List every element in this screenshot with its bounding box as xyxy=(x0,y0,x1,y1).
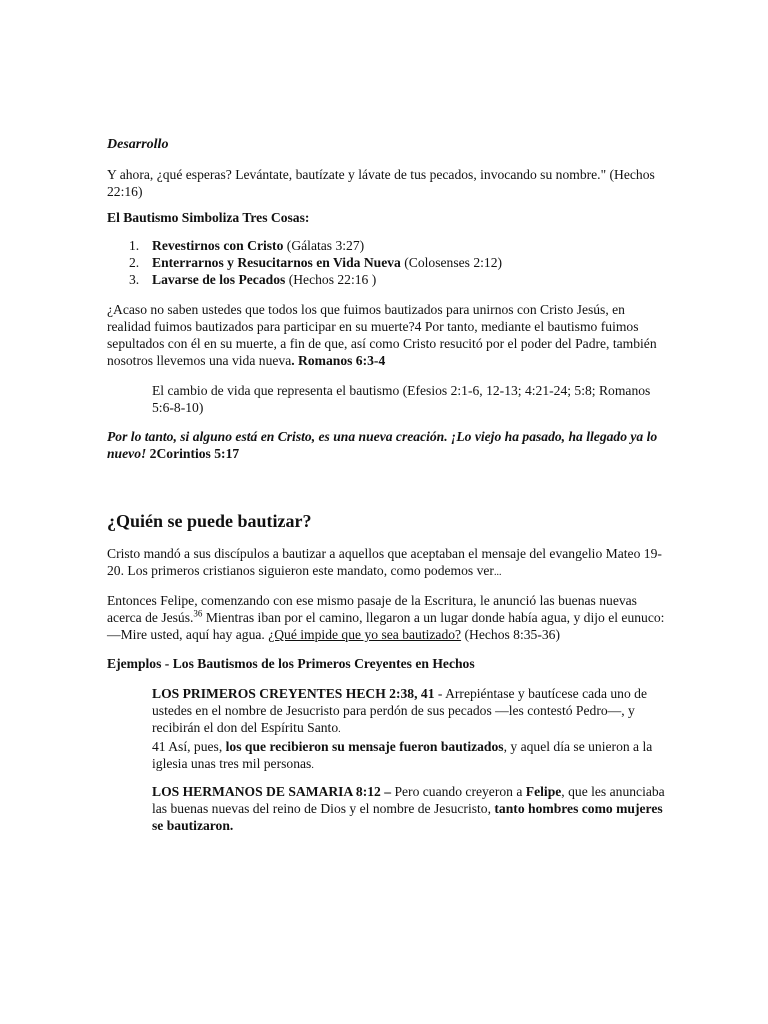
bullet-item xyxy=(107,382,667,416)
quien-p1-text: Cristo mandó a sus discípulos a bautizar a aquellos que aceptaban el mensaje del evangelio Mateo 19-20. Los primeros cristianos siguieron este mandato, como podemos ver xyxy=(107,546,662,578)
bullet-text: - Arrepiéntase y bautícese cada uno de ustedes en el nombre de Jesucristo para perdón de sus pecados —les contestó Pedro—, y recibirán el don del Espíritu Santo xyxy=(152,686,647,735)
ejemplos-heading: Ejemplos - Los Bautismos de los Primeros Creyentes en Hechos xyxy=(107,656,475,671)
quien-p2-text-b: Mientras iban por el camino, llegaron a un lugar donde había agua, y dijo el eunuco: —Mire usted, aquí hay agua. xyxy=(107,610,665,642)
bullet-bold-text: Felipe xyxy=(525,784,562,799)
list-item xyxy=(107,271,667,288)
list-item-ref: (Gálatas 3:27) xyxy=(283,238,365,253)
bullet-text: , que les anunciaba las buenas nuevas del reino de Dios y el nombre de Jesucristo, xyxy=(152,784,665,816)
bullet-heading: LOS HERMANOS DE SAMARIA 8:12 – xyxy=(152,784,392,799)
bullet-body xyxy=(152,685,667,774)
list-item xyxy=(107,237,667,254)
list-item-ref: (Hechos 22:16 ) xyxy=(285,272,377,287)
bullet-bold-text: los que recibieron su mensaje fueron bautizados xyxy=(225,739,504,754)
quien-paragraph-1 xyxy=(107,545,667,581)
list-item xyxy=(107,254,667,271)
list-item-bold: Lavarse de los Pecados xyxy=(152,272,286,287)
bullet-line-2 xyxy=(152,738,667,774)
simboliza-list xyxy=(107,237,667,288)
bullet-heading: LOS PRIMEROS CREYENTES HECH 2:38, 41 xyxy=(152,686,435,701)
list-item-bold: Revestirnos con Cristo xyxy=(152,238,284,253)
quien-paragraph-2 xyxy=(107,592,667,643)
list-number: 3. xyxy=(129,272,140,287)
list-number: 1. xyxy=(129,238,140,253)
document-body xyxy=(107,136,667,844)
quien-p2-text-c: (Hechos 8:35-36) xyxy=(461,627,561,642)
romanos-ref: . Romanos 6:3-4 xyxy=(291,353,386,368)
romanos-paragraph xyxy=(107,301,667,369)
quien-p2-underlined: ¿Qué impide que yo sea bautizado? xyxy=(268,627,462,642)
romanos-text: ¿Acaso no saben ustedes que todos los que fuimos bautizados para unirnos con Cristo Jesús, en realidad fuimos bautizados para participar en su muerte?4 Por tanto, mediante el bautismo fuimos sepultados con él en su muerte, a fin de que, así como Cristo resucitó por el poder del Padre, también nosotros llevemos una vida nueva xyxy=(107,302,657,368)
quien-p2-text-a: Entonces Felipe, comenzando con ese mismo pasaje de la Escritura, le anunció las buenas nuevas acerca de Jesús. xyxy=(107,593,637,625)
bullet-text: 41 Así, pues, xyxy=(152,739,226,754)
bullet-body xyxy=(152,783,667,834)
quien-p1-ellipsis: ... xyxy=(493,567,502,578)
section-heading-desarrollo: Desarrollo xyxy=(107,137,169,152)
verse-paragraph: Y ahora, ¿qué esperas? Levántate, bautízate y lávate de tus pecados, invocando su nombre." (Hechos 22:16) xyxy=(107,167,655,199)
list-number: 2. xyxy=(129,255,140,270)
bullet-line-1 xyxy=(152,685,667,738)
simboliza-heading: El Bautismo Simboliza Tres Cosas: xyxy=(107,210,310,225)
bullet-item xyxy=(107,685,667,774)
bullet-text: El cambio de vida que representa el bautismo (Efesios 2:1-6, 12-13; 4:21-24; 5:8; Romanos 5:6-8-10) xyxy=(152,383,651,415)
corintios-ref: 2Corintios 5:17 xyxy=(146,446,240,461)
bullet-item xyxy=(107,783,667,834)
bullet-text: , y aquel día se unieron a la iglesia unas tres mil personas xyxy=(152,739,653,771)
bullet-text: Pero cuando creyeron a xyxy=(391,784,526,799)
bullet-bold-text: tanto hombres como mujeres se bautizaron. xyxy=(152,801,663,833)
corintios-text: Por lo tanto, si alguno está en Cristo, es una nueva creación. ¡Lo viejo ha pasado, ha llegado ya lo nuevo! xyxy=(107,429,658,461)
corintios-paragraph xyxy=(107,428,667,462)
bullet-text-end: . xyxy=(338,724,341,735)
verse-superscript: 36 xyxy=(193,608,203,619)
list-item-bold: Enterrarnos y Resucitarnos en Vida Nueva xyxy=(152,255,401,270)
bullet-text-end: . xyxy=(311,760,314,771)
list-item-ref: (Colosenses 2:12) xyxy=(400,255,503,270)
section-heading-quien: ¿Quién se puede bautizar? xyxy=(107,511,312,531)
